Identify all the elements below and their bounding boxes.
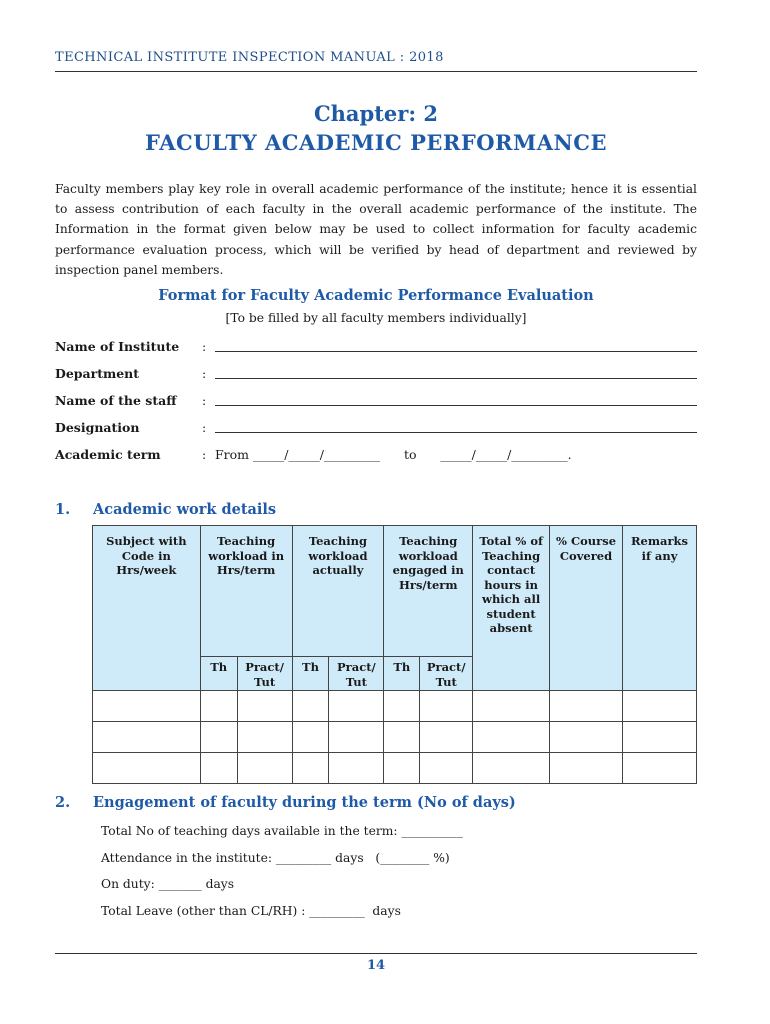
table-cell[interactable] [622,691,696,722]
staff-name-blank[interactable] [215,405,697,406]
table-cell[interactable] [420,691,473,722]
on-duty-line[interactable]: On duty: _______ days [101,877,235,891]
header-cell: % Course Covered [550,526,623,691]
field-institute [55,339,697,359]
table-cell[interactable] [550,722,623,753]
attendance-line[interactable]: Attendance in the institute: _________ days (________ %) [101,851,450,865]
subheader-cell: Pract/ Tut [237,657,292,691]
table-cell[interactable] [329,722,384,753]
academic-term-dates[interactable]: From _____/_____/_________ to _____/_____/_________. [215,447,572,462]
designation-blank[interactable] [215,432,697,433]
table-cell[interactable] [329,691,384,722]
department-blank[interactable] [215,378,697,379]
subheader-cell: Th [384,657,420,691]
table-cell[interactable] [93,722,201,753]
field-label: Name of Institute [55,339,180,354]
field-colon: : [202,420,207,435]
table-cell[interactable] [473,753,550,784]
section-number: 2. [55,794,71,811]
running-header: TECHNICAL INSTITUTE INSPECTION MANUAL : 2018 [55,50,444,65]
academic-work-table [92,525,697,784]
format-title: Format for Faculty Academic Performance Evaluation [158,287,594,304]
table-cell[interactable] [473,691,550,722]
institute-name-blank[interactable] [215,351,697,352]
chapter-number: Chapter: 2 [313,101,439,126]
table-cell[interactable] [384,691,420,722]
table-row [93,722,697,753]
table-cell[interactable] [420,722,473,753]
table-row [93,753,697,784]
table-cell[interactable] [622,753,696,784]
field-department [55,366,697,386]
field-colon: : [202,393,207,408]
field-colon: : [202,339,207,354]
table-cell[interactable] [329,753,384,784]
field-designation [55,420,697,440]
header-rule [55,71,697,72]
table-cell[interactable] [237,691,292,722]
total-leave-line[interactable]: Total Leave (other than CL/RH) : _________ days [101,904,401,918]
intro-paragraph: Faculty members play key role in overall academic performance of the institute; hence it is essential to assess contribution of each faculty in the overall academic performance of the institute. The Information in the format given below may be used to collect information for faculty academic performance evaluation process, which will be verified by head of department and reviewed by inspection panel members. [55,182,697,277]
section-number: 1. [55,501,71,518]
teaching-days-line[interactable]: Total No of teaching days available in the term: __________ [101,824,463,838]
subheader-cell: Th [292,657,329,691]
header-cell: Remarks if any [622,526,696,691]
chapter-heading [55,100,697,158]
table-cell[interactable] [292,753,329,784]
field-academic-term [55,447,697,467]
format-subtitle: [To be filled by all faculty members individually] [225,311,527,325]
table-cell[interactable] [550,691,623,722]
table-header-row [93,526,697,657]
section-title: Academic work details [93,501,277,518]
header-cell: Teaching workload engaged in Hrs/term [384,526,473,657]
header-cell: Teaching workload in Hrs/term [200,526,292,657]
header-cell: Teaching workload actually [292,526,384,657]
table-cell[interactable] [550,753,623,784]
subheader-cell: Th [200,657,237,691]
field-label: Academic term [55,447,161,462]
table-cell[interactable] [292,722,329,753]
field-colon: : [202,447,207,462]
field-label: Name of the staff [55,393,177,408]
table-cell[interactable] [292,691,329,722]
chapter-title: FACULTY ACADEMIC PERFORMANCE [145,130,607,155]
section-title: Engagement of faculty during the term (No of days) [93,794,516,811]
page-number: 14 [366,958,386,973]
header-cell: Subject with Code in Hrs/week [93,526,201,691]
table-cell[interactable] [420,753,473,784]
field-staff-name [55,393,697,413]
table-cell[interactable] [200,722,237,753]
table-cell[interactable] [237,722,292,753]
field-colon: : [202,366,207,381]
subheader-cell: Pract/ Tut [420,657,473,691]
table-row [93,691,697,722]
field-label: Designation [55,420,140,435]
footer-rule [55,953,697,954]
table-cell[interactable] [93,753,201,784]
table-cell[interactable] [384,753,420,784]
table-cell[interactable] [200,753,237,784]
table-cell[interactable] [622,722,696,753]
table-cell[interactable] [384,722,420,753]
header-cell: Total % of Teaching contact hours in which all student absent [473,526,550,691]
table-cell[interactable] [93,691,201,722]
subheader-cell: Pract/ Tut [329,657,384,691]
field-label: Department [55,366,140,381]
table-cell[interactable] [237,753,292,784]
table-cell[interactable] [473,722,550,753]
table-cell[interactable] [200,691,237,722]
